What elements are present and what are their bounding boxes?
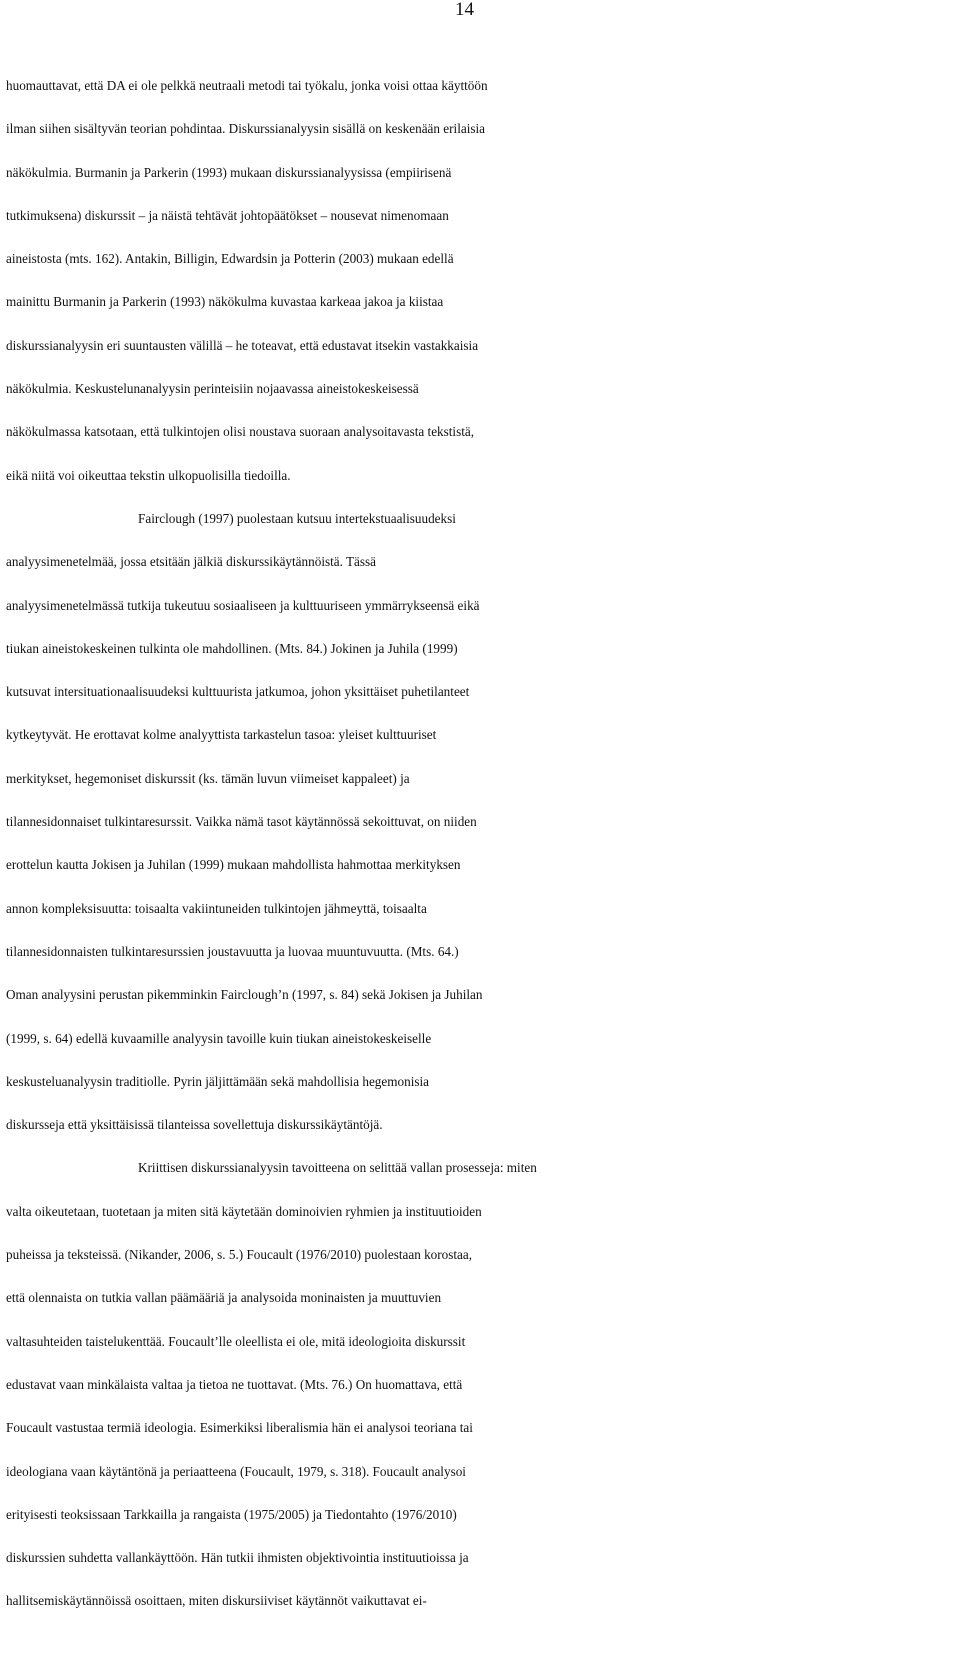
text-line: diskurssien suhdetta vallankäyttöön. Hän tutkii ihmisten objektivointia instituutioissa ja [6,1550,469,1566]
text-line: valtasuhteiden taistelukenttää. Foucault’lle oleellista ei ole, mitä ideologioita diskurssit [6,1333,466,1349]
text-line: tilannesidonnaiset tulkintaresurssit. Vaikka nämä tasot käytännössä sekoittuvat, on niiden [6,814,477,830]
text-line: analyysimenetelmää, jossa etsitään jälkiä diskurssikäytännöistä. Tässä [6,554,377,570]
text-line: eikä niitä voi oikeuttaa tekstin ulkopuolisilla tiedoilla. [6,467,291,483]
text-line: keskusteluanalyysin traditiolle. Pyrin jäljittämään sekä mahdollisia hegemonisia [6,1073,430,1089]
text-line: tiukan aineistokeskeinen tulkinta ole mahdollinen. (Mts. 84.) Jokinen ja Juhila (1999) [6,640,458,656]
text-line: aineistosta (mts. 162). Antakin, Billigin, Edwardsin ja Potterin (2003) mukaan edellä [6,251,454,267]
text-line: näkökulmia. Keskustelunanalyysin perinteisiin nojaavassa aineistokeskeisessä [6,381,419,397]
text-line: analyysimenetelmässä tutkija tukeutuu sosiaaliseen ja kulttuuriseen ymmärrykseensä eikä [6,597,480,613]
text-line: erityisesti teoksissaan Tarkkailla ja rangaista (1975/2005) ja Tiedontahto (1976/2010) [6,1506,457,1522]
document-body [6,64,960,1623]
text-line: valta oikeutetaan, tuotetaan ja miten sitä käytetään dominoivien ryhmien ja instituutioiden [6,1203,482,1219]
text-line: puheissa ja teksteissä. (Nikander, 2006, s. 5.) Foucault (1976/2010) puolestaan korostaa, [6,1247,473,1263]
text-line: huomauttavat, että DA ei ole pelkkä neutraali metodi tai työkalu, jonka voisi ottaa käyttöön [6,78,488,93]
text-line: erottelun kautta Jokisen ja Juhilan (1999) mukaan mahdollista hahmottaa merkityksen [6,857,461,873]
text-line: mainittu Burmanin ja Parkerin (1993) näkökulma kuvastaa karkeaa jakoa ja kiistaa [6,294,444,310]
text-line: ideologiana vaan käytäntönä ja periaatteena (Foucault, 1979, s. 318). Foucault analysoi [6,1463,466,1479]
text-line: Oman analyysini perustan pikemminkin Fairclough’n (1997, s. 84) sekä Jokisen ja Juhilan [6,987,483,1003]
text-line: kytkeytyvät. He erottavat kolme analyyttista tarkastelun tasoa: yleiset kulttuuriset [6,727,437,743]
text-line: näkökulmia. Burmanin ja Parkerin (1993) mukaan diskurssianalyysissa (empiirisenä [6,164,452,180]
text-line: kutsuvat intersituationaalisuudeksi kulttuurista jatkumoa, johon yksittäiset puhetilanteet [6,684,470,700]
text-line: merkitykset, hegemoniset diskurssit (ks. tämän luvun viimeiset kappaleet) ja [6,770,410,786]
text-line: diskursseja että yksittäisissä tilanteissa sovellettuja diskurssikäytäntöjä. [6,1117,383,1133]
text-line: Foucault vastustaa termiä ideologia. Esimerkiksi liberalismia hän ei analysoi teoriana tai [6,1420,473,1436]
text-line: diskurssianalyysin eri suuntausten välillä – he toteavat, että edustavat itsekin vastakkaisia [6,337,479,353]
text-line: annon kompleksisuutta: toisaalta vakiintuneiden tulkintojen jähmeyttä, toisaalta [6,900,427,916]
text-line: näkökulmassa katsotaan, että tulkintojen olisi noustava suoraan analysoitavasta tekstistä, [6,424,475,440]
text-line: (1999, s. 64) edellä kuvaamille analyysin tavoille kuin tiukan aineistokeskeiselle [6,1030,432,1046]
text-line: ilman siihen sisältyvän teorian pohdintaa. Diskurssianalyysin sisällä on keskenään erilaisia [6,121,486,137]
paragraph-first-line: Fairclough (1997) puolestaan kutsuu intertekstuaalisuudeksi [138,510,456,526]
paragraph-first-line: Kriittisen diskurssianalyysin tavoitteena on selittää vallan prosesseja: miten [138,1160,537,1176]
text-line: tutkimuksena) diskurssit – ja näistä tehtävät johtopäätökset – nousevat nimenomaan [6,207,449,223]
text-line: että olennaista on tutkia vallan päämääriä ja analysoida moninaisten ja muuttuvien [6,1290,442,1306]
text-line: tilannesidonnaisten tulkintaresurssien joustavuutta ja luovaa muuntuvuutta. (Mts. 64.) [6,943,459,959]
page-number: 14 [455,0,474,20]
text-line: hallitsemiskäytännöissä osoittaen, miten diskursiiviset käytännöt vaikuttavat ei- [6,1593,427,1609]
text-line: edustavat vaan minkälaista valtaa ja tietoa ne tuottavat. (Mts. 76.) On huomattava, että [6,1376,463,1392]
